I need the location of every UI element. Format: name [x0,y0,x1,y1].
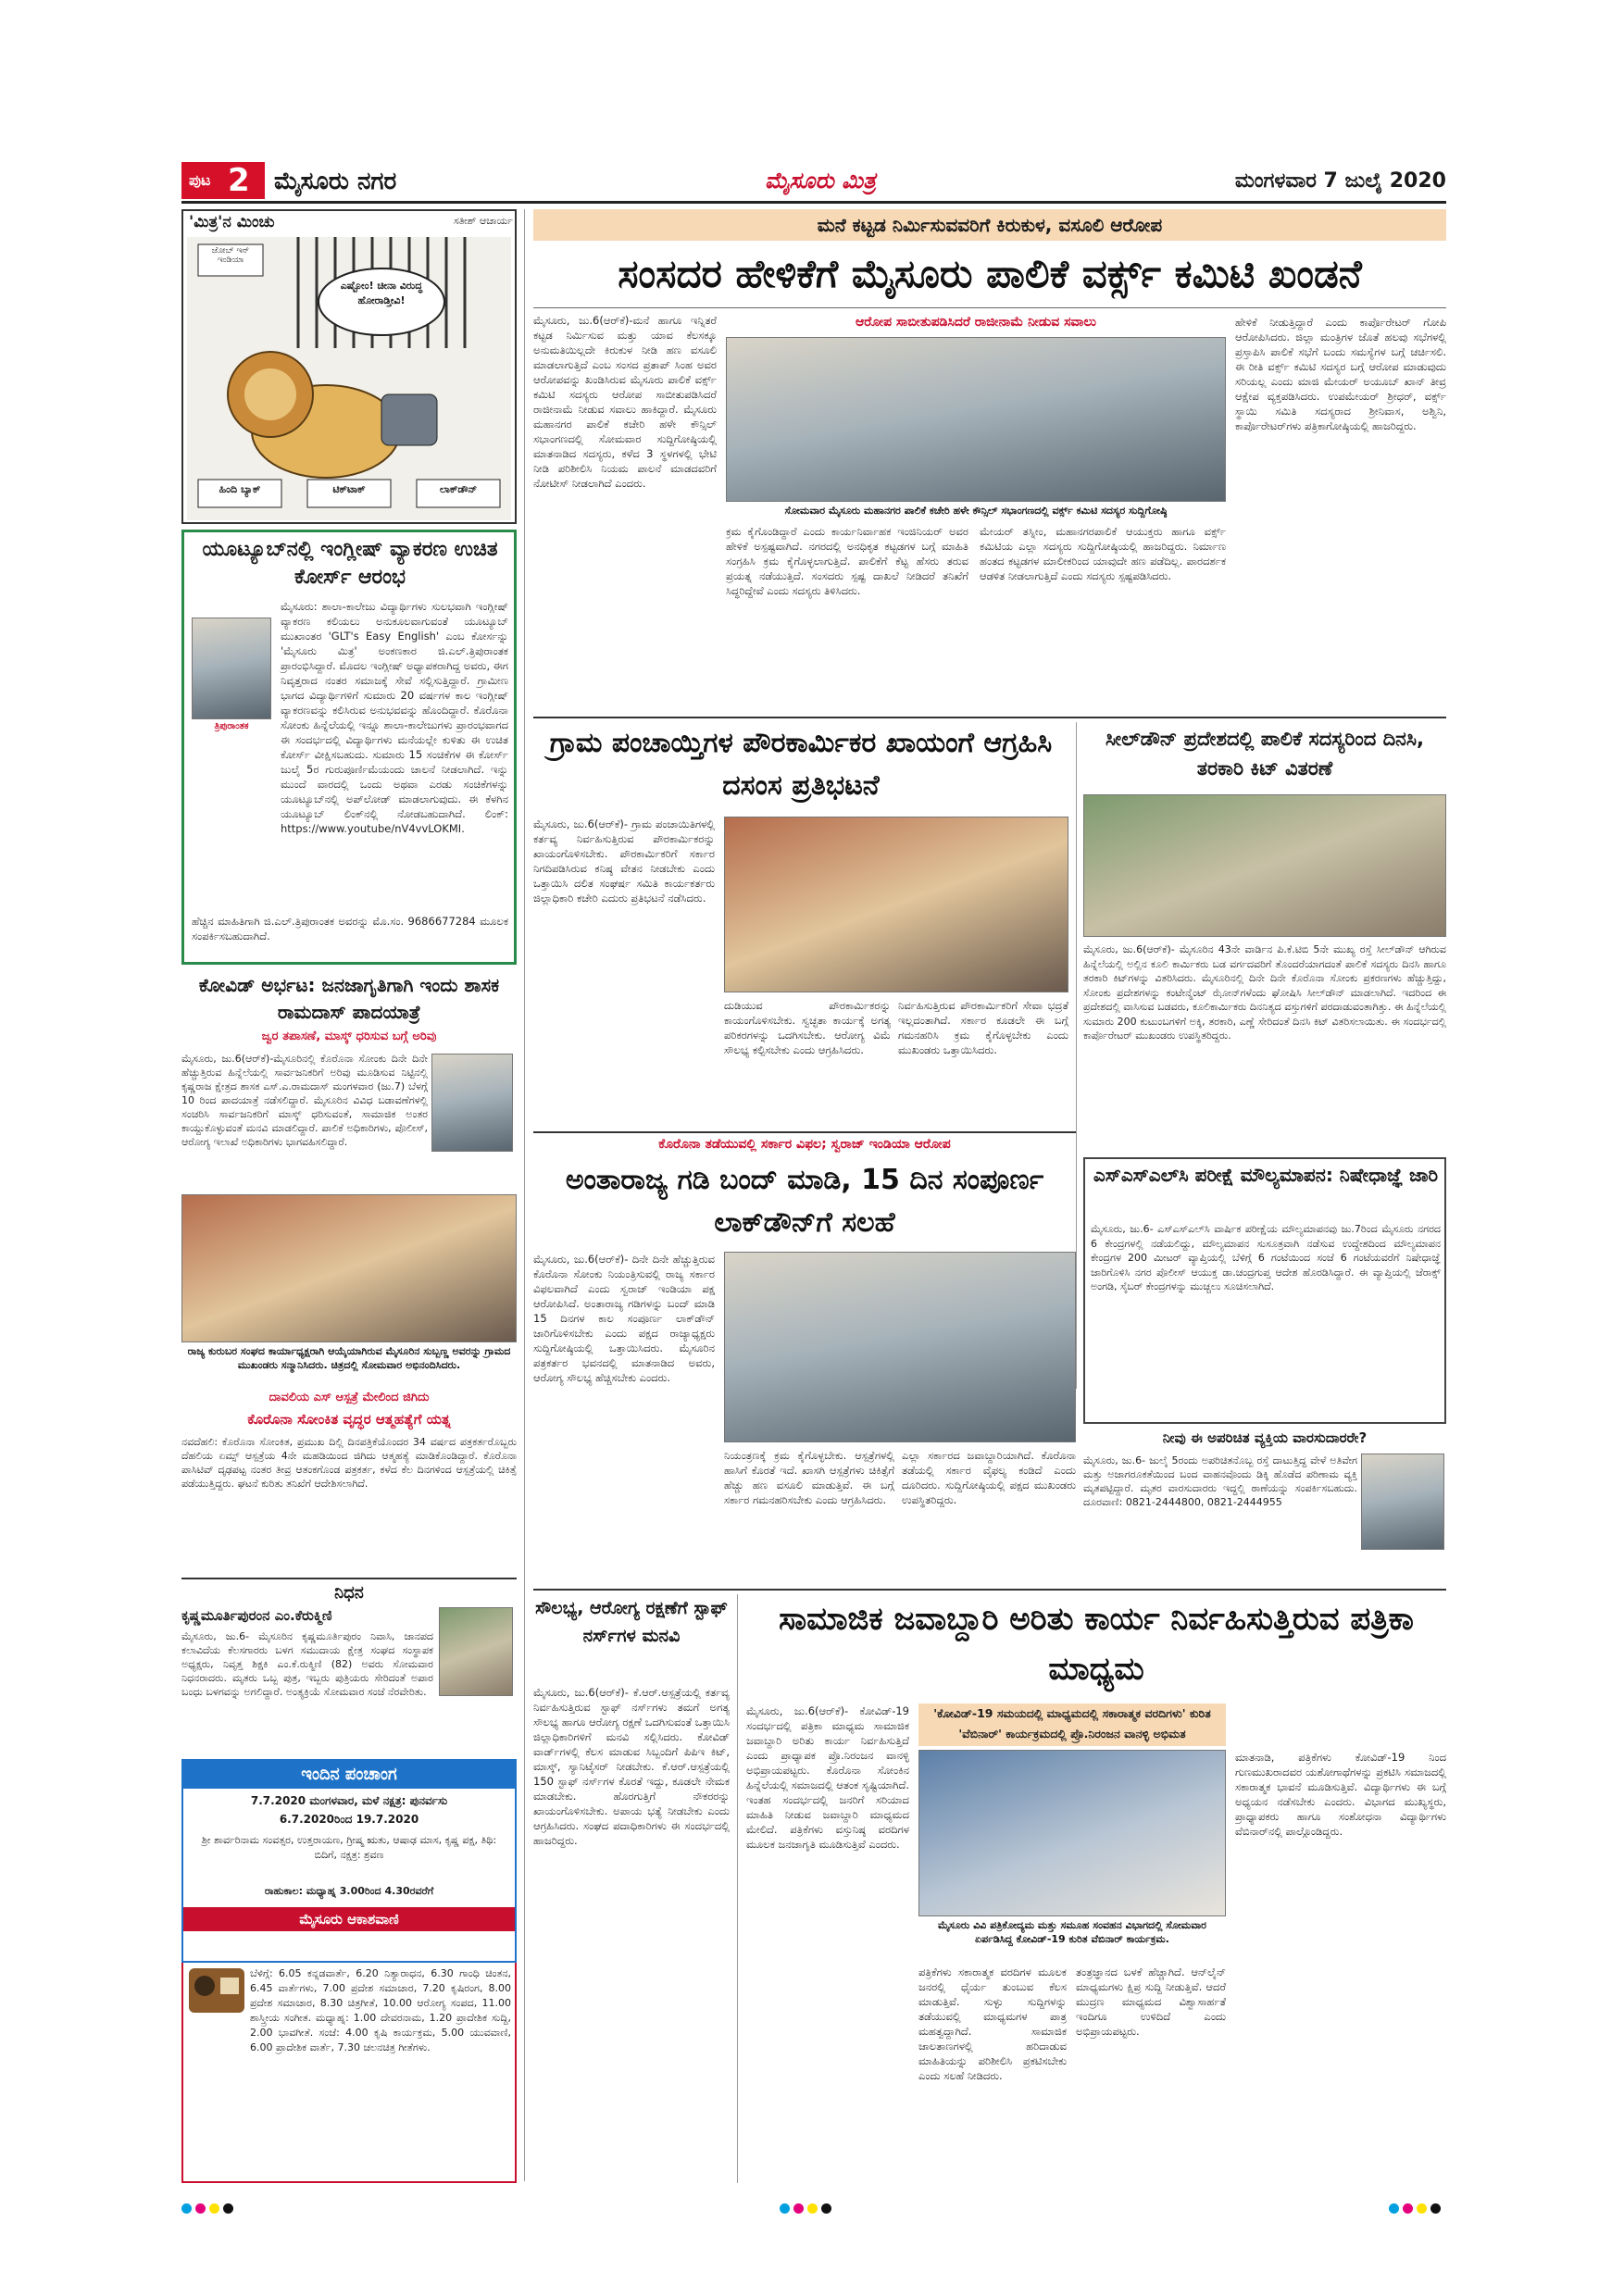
covid-awareness-headline: ಕೋವಿಡ್ ಅರ್ಭಟ: ಜನಜಾಗೃತಿಗಾಗಿ ಇಂದು ಶಾಸಕ ರಾಮದಾಸ್ ಪಾದಯಾತ್ರೆ [198,974,500,1023]
cartoon-speech-bubble: ಎಷ್ಟೋಂ! ಚೀನಾ ವಿರುದ್ಧ ಹೋರಾಡ್ತೀವಿ! [340,280,423,306]
pourakarmika-col1: ಮೈಸೂರು, ಜು.6(ಆರ್‌ಕೆ)- ಗ್ರಾಮ ಪಂಚಾಯಿತಿಗಳಲ್ಲಿ ಕರ್ತವ್ಯ ನಿರ್ವಹಿಸುತ್ತಿರುವ ಪೌರಕಾರ್ಮಿಕರನ್ನು ಖಾಯಂಗೊಳಿಸಬೇಕು. ಪೌರಕಾರ್ಮಿಕರಿಗೆ ಸರ್ಕಾರ ನಿಗದಿಪಡಿಸಿರುವ ಕನಿಷ್ಠ ವೇತನ ನೀಡಬೇಕು ಎಂದು ಒತ್ತಾಯಿಸಿ ದಲಿತ ಸಂಘರ್ಷ ಸಮಿತಿ ಕಾರ್ಯಕರ್ತರು ಜಿಲ್ಲಾಧಿಕಾರಿ ಕಚೇರಿ ಎದುರು ಪ್ರತಿಭಟನೆ ನಡೆಸಿದರು. [533,817,715,905]
media-caption: ಮೈಸೂರು ವಿವಿ ಪತ್ರಿಕೋದ್ಯಮ ಮತ್ತು ಸಮೂಹ ಸಂವಹನ ವಿಭಾಗದಲ್ಲಿ ಸೋಮವಾರ ಏರ್ಪಡಿಸಿದ್ದ ಕೋವಿಡ್-19 ಕುರಿತ ವೆಬಿನಾರ್ ಕಾರ್ಯಕ್ರಮ. [938,1919,1206,1945]
lockdown-kicker: ಕೊರೊನಾ ತಡೆಯುವಲ್ಲಿ ಸರ್ಕಾರ ವಿಫಲ; ಸ್ವರಾಜ್ ಇಂಡಿಯಾ ಆರೋಪ [658,1137,951,1152]
lockdown-col2: ನಿಯಂತ್ರಣಕ್ಕೆ ಕ್ರಮ ಕೈಗೊಳ್ಳಬೇಕು. ಆಸ್ಪತ್ರೆಗಳಲ್ಲಿ ಹಾಸಿಗೆ ಕೊರತೆ ಇದೆ. ಖಾಸಗಿ ಆಸ್ಪತ್ರೆಗಳು ಚಿಕಿತ್ಸೆಗೆ ಹೆಚ್ಚು ಹಣ ವಸೂಲಿ ಮಾಡುತ್ತಿವೆ. ಈ ಬಗ್ಗೆ ಸರ್ಕಾರ ಗಮನಹರಿಸಬೇಕು ಎಂದು ಆಗ್ರಹಿಸಿದರು. [724,1449,894,1506]
main-col3: ಮೇಯರ್ ತಸ್ನೀಂ, ಮಹಾನಗರಪಾಲಿಕೆ ಆಯುಕ್ತರು ಹಾಗೂ ವರ್ಕ್ಸ್ ಕಮಿಟಿಯ ಎಲ್ಲಾ ಸದಸ್ಯರು ಸುದ್ದಿಗೋಷ್ಠಿಯಲ್ಲಿ ಹಾಜರಿದ್ದರು. ನಿರ್ಮಾಣ ಹಂತದ ಕಟ್ಟಡಗಳ ಮಾಲೀಕರಿಂದ ಯಾವುದೇ ಹಣ ಪಡೆದಿಲ್ಲ. ಪಾರದರ್ಶಕ ಆಡಳಿತ ನೀಡಲಾಗುತ್ತಿದೆ ಎಂದು ಸದಸ್ಯರು ಸ್ಪಷ್ಟಪಡಿಸಿದರು. [980,525,1226,582]
sslc-box [1083,1157,1446,1424]
cartoon-artist: ಸತೀಶ್ ಆಚಾರ್ಯ [453,215,513,227]
bottom-section-rule [533,1589,1446,1591]
main-col4: ಹೇಳಿಕೆ ನೀಡುತ್ತಿದ್ದಾರೆ ಎಂದು ಕಾರ್ಪೊರೇಟರ್ ಗೋಪಿ ಆರೋಪಿಸಿದರು. ಜಿಲ್ಲಾ ಮಂತ್ರಿಗಳ ಜೊತೆ ಹಲವು ಸಭೆಗಳಲ್ಲಿ ಪ್ರಸ್ತಾಪಿಸಿ ಪಾಲಿಕೆ ಸಭೆಗೆ ಬಂದು ಸಮಸ್ಯೆಗಳ ಬಗ್ಗೆ ಚರ್ಚಿಸಲಿ. ಈ ರೀತಿ ವರ್ಕ್ಸ್ ಕಮಿಟಿ ಸದಸ್ಯರ ಬಗ್ಗೆ ಆರೋಪ ಮಾಡುವುದು ಸರಿಯಲ್ಲ ಎಂದು ಮಾಜಿ ಮೇಯರ್ ಅಯೂಬ್ ಖಾನ್ ತೀವ್ರ ಆಕ್ಷೇಪ ವ್ಯಕ್ತಪಡಿಸಿದರು. ಉಪಮೇಯರ್ ಶ್ರೀಧರ್, ವರ್ಕ್ಸ್ ಸ್ಥಾಯಿ ಸಮಿತಿ ಸದಸ್ಯರಾದ ಶ್ರೀನಿವಾಸ, ಅಶ್ವಿನಿ, ಕಾರ್ಪೊರೇಟರ್‌ಗಳು ಪತ್ರಿಕಾಗೋಷ್ಠಿಯಲ್ಲಿ ಹಾಜರಿದ್ದರು. [1235,316,1446,432]
covid-awareness-subhead: ಜ್ವರ ತಪಾಸಣೆ, ಮಾಸ್ಕ್ ಧರಿಸುವ ಬಗ್ಗೆ ಅರಿವು [261,1029,437,1043]
obituary-portrait [439,1607,513,1696]
media-col1: ಮೈಸೂರು, ಜು.6(ಆರ್‌ಕೆ)- ಕೋವಿಡ್-19 ಸಂದರ್ಭದಲ್ಲಿ ಪತ್ರಿಕಾ ಮಾಧ್ಯಮ ಸಾಮಾಜಿಕ ಜವಾಬ್ದಾರಿ ಅರಿತು ಕಾರ್ಯ ನಿರ್ವಹಿಸುತ್ತಿದೆ ಎಂದು ಪ್ರಾಧ್ಯಾಪಕ ಪ್ರೊ.ನಿರಂಜನ ವಾನಳ್ಳಿ ಅಭಿಪ್ರಾಯಪಟ್ಟರು. ಕೊರೊನಾ ಸೋಂಕಿನ ಹಿನ್ನೆಲೆಯಲ್ಲಿ ಸಮಾಜದಲ್ಲಿ ಆತಂಕ ಸೃಷ್ಟಿಯಾಗಿದೆ. ಇಂತಹ ಸಂದರ್ಭದಲ್ಲಿ ಜನರಿಗೆ ಸರಿಯಾದ ಮಾಹಿತಿ ನೀಡುವ ಜವಾಬ್ದಾರಿ ಮಾಧ್ಯಮದ ಮೇಲಿದೆ. ಪತ್ರಿಕೆಗಳು ವಸ್ತುನಿಷ್ಠ ವರದಿಗಳ ಮೂಲಕ ಜನಜಾಗೃತಿ ಮೂಡಿಸುತ್ತಿವೆ ಎಂದರು. [746,1704,909,1851]
cartoon-tag-2: ಟಿಕ್‌ಟಾಕ್ [332,483,366,495]
cartoon-tag-jobs: ಜೋಬ್ ಇನ್ ಇಂಡಿಯಾ [211,246,250,265]
section-name: ಮೈಸೂರು ನಗರ [274,168,397,195]
media-box-title: 'ಕೋವಿಡ್-19 ಸಮಯದಲ್ಲಿ ಮಾಧ್ಯಮದಲ್ಲಿ ಸಕಾರಾತ್ಮಕ ವರದಿಗಳು' ಕುರಿತ 'ವೆಬಿನಾರ್' ಕಾರ್ಯಕ್ರಮದಲ್ಲಿ ಪ್ರೊ.ನಿರಂಜನ ವಾನಳ್ಳಿ ಅಭಿಮತ [918,1703,1226,1746]
cartoon-tag-3: ಲಾಕ್‌ಡೌನ್ [439,483,478,495]
accident-story [181,1391,517,1572]
covid-awareness-story [181,972,517,1187]
obituary-box [181,1578,517,1755]
main-kicker: ಮನೆ ಕಟ್ಟಡ ನಿರ್ಮಿಸುವವರಿಗೆ ಕಿರುಕುಳ, ವಸೂಲಿ ಆರೋಪ [533,209,1446,241]
page-tag [181,162,265,199]
registration-marks-center [780,2200,854,2215]
lockdown-headline: ಅಂತಾರಾಜ್ಯ ಗಡಿ ಬಂದ್ ಮಾಡಿ, 15 ದಿನ ಸಂಪೂರ್ಣ ಲಾಕ್‌ಡೌನ್‌ಗೆ ಸಲಹೆ [565,1164,1044,1239]
main-caption: ಸೋಮವಾರ ಮೈಸೂರು ಮಹಾನಗರ ಪಾಲಿಕೆ ಕಚೇರಿ ಹಳೇ ಕೌನ್ಸಿಲ್ ಸಭಾಂಗಣದಲ್ಲಿ ವರ್ಕ್ಸ್ ಕಮಿಟಿ ಸದಸ್ಯರ ಸುದ್ದಿಗೋಷ್ಠಿ [784,505,1168,517]
main-headline: ಸಂಸದರ ಹೇಳಿಕೆಗೆ ಮೈಸೂರು ಪಾಲಿಕೆ ವರ್ಕ್ಸ್ ಕಮಿಟಿ ಖಂಡನೆ [618,251,1362,296]
issue-date: ಮಂಗಳವಾರ 7 ಜುಲೈ 2020 [1234,169,1446,193]
bottom-column-divider [737,1594,738,2183]
portrait-ramadas [431,1054,513,1152]
radio-box [181,1963,517,2183]
cartoon-title: 'ಮಿತ್ರ'ನ ಮಿಂಚು [189,213,275,231]
registration-marks-right [1389,2200,1463,2215]
lockdown-pressmeet-photo [724,1252,1076,1442]
youtube-body: ಮೈಸೂರು: ಶಾಲಾ-ಕಾಲೇಜು ವಿದ್ಯಾರ್ಥಿಗಳು ಸುಲಭವಾಗಿ ಇಂಗ್ಲೀಷ್ ವ್ಯಾಕರಣ ಕಲಿಯಲು ಅನುಕೂಲವಾಗುವಂತೆ ಯೂಟ್ಯೂಬ್ ಮುಖಾಂತರ 'GLT's Easy English' ಎಂಬ ಕೋರ್ಸನ್ನು 'ಮೈಸೂರು ಮಿತ್ರ' ಅಂಕಣಕಾರ ಜಿ.ಎಲ್.ತ್ರಿಪುರಾಂತಕ ಪ್ರಾರಂಭಿಸಿದ್ದಾರೆ. ಮೊದಲ ಇಂಗ್ಲೀಷ್ ಅಧ್ಯಾಪಕರಾಗಿದ್ದ ಅವರು, ಈಗ ನಿವೃತ್ತರಾದ ನಂತರ ಸಮಾಜಕ್ಕೆ ಸೇವೆ ಸಲ್ಲಿಸುತ್ತಿದ್ದಾರೆ. ಗ್ರಾಮೀಣ ಭಾಗದ ವಿದ್ಯಾರ್ಥಿಗಳಿಗೆ ಸುಮಾರು 20 ವರ್ಷಗಳ ಕಾಲ ಇಂಗ್ಲೀಷ್ ವ್ಯಾಕರಣವನ್ನು ಕಲಿಸಿರುವ ಅನುಭವವನ್ನು ಹೊಂದಿದ್ದಾರೆ. ಕೊರೊನಾ ಸೋಂಕು ಹಿನ್ನೆಲೆಯಲ್ಲಿ ಇನ್ನೂ ಶಾಲಾ-ಕಾಲೇಜುಗಳು ಪ್ರಾರಂಭವಾಗದ ಈ ಸಂದರ್ಭದಲ್ಲಿ ವಿದ್ಯಾರ್ಥಿಗಳು ಮನೆಯಲ್ಲೇ ಕುಳಿತು ಈ ಉಚಿತ ಕೋರ್ಸ್ ವೀಕ್ಷಿಸಬಹುದು. ಸುಮಾರು 15 ಸಂಚಿಕೆಗಳ ಈ ಕೋರ್ಸ್ ಜುಲೈ 5ರ ಗುರುಪೂರ್ಣಿಮೆಯಂದು ಚಾಲನೆ ನೀಡಲಾಗಿದೆ. ಇನ್ನು ಮುಂದೆ ವಾರದಲ್ಲಿ ಒಂದು ಅಥವಾ ಎರಡು ಸಂಚಿಕೆಗಳನ್ನು ಯೂಟ್ಯೂಬ್‌ನಲ್ಲಿ ಅಪ್‌ಲೋಡ್ ಮಾಡಲಾಗುವುದು. ಈ ಕೆಳಗಿನ ಯೂಟ್ಯೂಬ್ ಲಿಂಕ್‌ನಲ್ಲಿ ನೋಡಬಹುದಾಗಿದೆ. ಲಿಂಕ್: https://www.youtube/nV4vvLOKMI. [281,600,508,835]
covid-awareness-body: ಮೈಸೂರು, ಜು.6(ಆರ್‌ಕೆ)-ಮೈಸೂರಿನಲ್ಲಿ ಕೊರೊನಾ ಸೋಂಕು ದಿನೇ ದಿನೇ ಹೆಚ್ಚುತ್ತಿರುವ ಹಿನ್ನೆಲೆಯಲ್ಲಿ ಸಾರ್ವಜನಿಕರಿಗೆ ಅರಿವು ಮೂಡಿಸುವ ನಿಟ್ಟಿನಲ್ಲಿ ಕೃಷ್ಣರಾಜ ಕ್ಷೇತ್ರದ ಶಾಸಕ ಎಸ್.ಎ.ರಾಮದಾಸ್ ಮಂಗಳವಾರ (ಜು.7) ಬೆಳಗ್ಗೆ 10 ರಿಂದ ಪಾದಯಾತ್ರೆ ನಡೆಸಲಿದ್ದಾರೆ. ಮೈಸೂರಿನ ವಿವಿಧ ಬಡಾವಣೆಗಳಲ್ಲಿ ಸಂಚರಿಸಿ ಸಾರ್ವಜನಿಕರಿಗೆ ಮಾಸ್ಕ್ ಧರಿಸುವಂತೆ, ಸಾಮಾಜಿಕ ಅಂತರ ಕಾಯ್ದುಕೊಳ್ಳುವಂತೆ ಮನವಿ ಮಾಡಲಿದ್ದಾರೆ. ಪಾಲಿಕೆ ಅಧಿಕಾರಿಗಳು, ಪೊಲೀಸ್, ಆರೋಗ್ಯ ಇಲಾಖೆ ಅಧಿಕಾರಿಗಳು ಭಾಗವಹಿಸಲಿದ್ದಾರೆ. [181,1053,428,1148]
sealdown-photo [1083,794,1446,937]
panchanga-box [181,1759,517,1963]
panchanga-line1: 7.7.2020 ಮಂಗಳವಾರ, ಮಳೆ ನಕ್ಷತ್ರ: ಪುನರ್ವಸು [250,1794,448,1807]
cartoon-tag-1: ಹಿಂದಿ ಬ್ಯಾಕ್ [219,483,261,495]
youtube-course-story [181,530,517,965]
nurses-story [533,1594,730,2183]
youtube-headline: ಯೂಟ್ಯೂಬ್‌ನಲ್ಲಿ ಇಂಗ್ಲೀಷ್ ವ್ಯಾಕರಣ ಉಚಿತ ಕೋರ್ಸ್ ಆರಂಭ [202,538,498,589]
nurses-body: ಮೈಸೂರು, ಜು.6(ಆರ್‌ಕೆ)- ಕೆ.ಆರ್.ಆಸ್ಪತ್ರೆಯಲ್ಲಿ ಕರ್ತವ್ಯ ನಿರ್ವಹಿಸುತ್ತಿರುವ ಸ್ಟಾಫ್ ನರ್ಸ್‌ಗಳು ತಮಗೆ ಅಗತ್ಯ ಸೌಲಭ್ಯ ಹಾಗೂ ಆರೋಗ್ಯ ರಕ್ಷಣೆ ಒದಗಿಸುವಂತೆ ಒತ್ತಾಯಿಸಿ ಜಿಲ್ಲಾಧಿಕಾರಿಗಳಿಗೆ ಮನವಿ ಸಲ್ಲಿಸಿದರು. ಕೋವಿಡ್ ವಾರ್ಡ್‌ಗಳಲ್ಲಿ ಕೆಲಸ ಮಾಡುವ ಸಿಬ್ಬಂದಿಗೆ ಪಿಪಿಇ ಕಿಟ್, ಮಾಸ್ಕ್, ಸ್ಯಾನಿಟೈಸರ್ ನೀಡಬೇಕು. ಕೆ.ಆರ್.ಆಸ್ಪತ್ರೆಯಲ್ಲಿ 150 ಸ್ಟಾಫ್ ನರ್ಸ್‌ಗಳ ಕೊರತೆ ಇದ್ದು, ಕೂಡಲೇ ನೇಮಕ ಮಾಡಬೇಕು. ಹೊರಗುತ್ತಿಗೆ ನೌಕರರನ್ನು ಖಾಯಂಗೊಳಿಸಬೇಕು. ಅಪಾಯ ಭತ್ಯೆ ನೀಡಬೇಕು ಎಂದು ಆಗ್ರಹಿಸಿದರು. ಸಂಘದ ಪದಾಧಿಕಾರಿಗಳು ಈ ಸಂದರ್ಭದಲ್ಲಿ ಹಾಜರಿದ್ದರು. [533,1686,730,1847]
media-col3: ಮಾತನಾಡಿ, ಪತ್ರಿಕೆಗಳು ಕೋವಿಡ್-19 ನಿಂದ ಗುಣಮುಖರಾದವರ ಯಶೋಗಾಥೆಗಳನ್ನು ಪ್ರಕಟಿಸಿ ಸಮಾಜದಲ್ಲಿ ಸಕಾರಾತ್ಮಕ ಭಾವನೆ ಮೂಡಿಸುತ್ತಿವೆ. ವಿದ್ಯಾರ್ಥಿಗಳು ಈ ಬಗ್ಗೆ ಅಧ್ಯಯನ ನಡೆಸಬೇಕು ಎಂದರು. ವಿಭಾಗದ ಮುಖ್ಯಸ್ಥರು, ಪ್ರಾಧ್ಯಾಪಕರು ಹಾಗೂ ಸಂಶೋಧನಾ ವಿದ್ಯಾರ್ಥಿಗಳು ವೆಬಿನಾರ್‌ನಲ್ಲಿ ಪಾಲ್ಗೊಂಡಿದ್ದರು. [1235,1751,1446,1838]
sealdown-body: ಮೈಸೂರು, ಜು.6(ಆರ್‌ಕೆ)- ಮೈಸೂರಿನ 43ನೇ ವಾರ್ಡಿನ ಪಿ.ಕೆ.ಟಿಬಿ 5ನೇ ಮುಖ್ಯ ರಸ್ತೆ ಸೀಲ್‌ಡೌನ್ ಆಗಿರುವ ಹಿನ್ನೆಲೆಯಲ್ಲಿ ಅಲ್ಲಿನ ಕೂಲಿ ಕಾರ್ಮಿಕರು ಬಡ ವರ್ಗದವರಿಗೆ ತೊಂದರೆಯಾಗದಂತೆ ಪಾಲಿಕೆ ಸದಸ್ಯರು ದಿನಸಿ ಹಾಗೂ ತರಕಾರಿ ಕಿಟ್‌ಗಳನ್ನು ವಿತರಿಸಿದರು. ಮೈಸೂರಿನಲ್ಲಿ ದಿನೇ ದಿನೇ ಕೊರೊನಾ ಸೋಂಕು ಪ್ರಕರಣಗಳು ಹೆಚ್ಚುತ್ತಿದ್ದು, ಸೋಂಕು ಪ್ರದೇಶಗಳನ್ನು ಕಂಟೇನ್ಮೆಂಟ್ ಝೋನ್‌ಗಳೆಂದು ಘೋಷಿಸಿ ಸೀಲ್‌ಡೌನ್ ಮಾಡಲಾಗಿದೆ. ಇದರಿಂದ ಈ ಪ್ರದೇಶದಲ್ಲಿ ವಾಸಿಸುವ ಬಡವರು, ಕೂಲಿಕಾರ್ಮಿಕರು ದಿನನಿತ್ಯದ ವಸ್ತುಗಳಿಗೆ ಪರದಾಡುವಂತಾಗಿತ್ತು. ಈ ಹಿನ್ನೆಲೆಯಲ್ಲಿ ಸುಮಾರು 200 ಕುಟುಂಬಗಳಿಗೆ ಅಕ್ಕಿ, ತರಕಾರಿ, ಎಣ್ಣೆ ಸೇರಿದಂತೆ ದಿನಸಿ ಕಿಟ್ ವಿತರಿಸಲಾಯಿತು. ಈ ಸಂದರ್ಭದಲ್ಲಿ ಕಾರ್ಪೊರೇಟರ್ ಮುಖಂಡರು ಉಪಸ್ಥಿತರಿದ್ದರು. [1083,943,1446,1042]
page-number: 2 [228,162,250,199]
pourakarmika-protest-photo [724,817,1068,992]
registration-marks-left [181,2200,256,2215]
mid-column-divider [1076,722,1077,1389]
notice-story [1083,1429,1446,1587]
media-col4: ತಂತ್ರಜ್ಞಾನದ ಬಳಕೆ ಹೆಚ್ಚಾಗಿದೆ. ಆನ್‌ಲೈನ್ ಮಾಧ್ಯಮಗಳು ಕ್ಷಿಪ್ರ ಸುದ್ದಿ ನೀಡುತ್ತಿವೆ. ಆದರೆ ಮುದ್ರಣ ಮಾಧ್ಯಮದ ವಿಶ್ವಾಸಾರ್ಹತೆ ಇಂದಿಗೂ ಉಳಿದಿದೆ ಎಂದು ಅಭಿಪ್ರಾಯಪಟ್ಟರು. [1076,1965,1226,2038]
pourakarmika-col2: ದುಡಿಯುವ ಪೌರಕಾರ್ಮಿಕರನ್ನು ಕಾಯಂಗೊಳಿಸಬೇಕು. ಸ್ವಚ್ಛತಾ ಕಾರ್ಯಕ್ಕೆ ಅಗತ್ಯ ಪರಿಕರಗಳನ್ನು ಒದಗಿಸಬೇಕು. ಆರೋಗ್ಯ ವಿಮೆ ಸೌಲಭ್ಯ ಕಲ್ಪಿಸಬೇಕು ಎಂದು ಆಗ್ರಹಿಸಿದರು. [724,999,891,1056]
radio-body: ಬೆಳಿಗ್ಗೆ: 6.05 ಕನ್ನಡವಾರ್ತೆ, 6.20 ನಿತ್ಯಾರಾಧನ, 6.30 ಗಾಂಧಿ ಚಿಂತನ, 6.45 ವಾರ್ತೆಗಳು, 7.00 ಪ್ರದೇಶ ಸಮಾಚಾರ, 7.20 ಕೃಷಿರಂಗ, 8.00 ಪ್ರದೇಶ ಸಮಾಚಾರ, 8.30 ಚಿತ್ರಗೀತೆ, 10.00 ಆರೋಗ್ಯ ಸಂಪದ, 11.00 ಶಾಸ್ತ್ರೀಯ ಸಂಗೀತ. ಮಧ್ಯಾಹ್ನ: 1.00 ದೇವರನಾಮ, 1.20 ಪ್ರಾದೇಶಿಕ ಸುದ್ದಿ, 2.00 ಭಾವಗೀತೆ. ಸಂಜೆ: 4.00 ಕೃಷಿ ಕಾರ್ಯಕ್ರಮ, 5.00 ಯುವವಾಣಿ, 6.00 ಪ್ರಾದೇಶಿಕ ವಾರ್ತೆ, 7.30 ಚಲನಚಿತ್ರ ಗೀತೆಗಳು. [250,1967,511,2053]
panchanga-line2: 6.7.2020ರಿಂದ 19.7.2020 [279,1813,419,1826]
main-headline-rule [533,307,1446,308]
cartoon-drawing [187,237,511,520]
accident-kicker: ದಾವಲಿಯ ಎಸ್ ಆಸ್ಪತ್ರೆ ಮೇಲಿಂದ ಜಿಗಿದು [269,1391,430,1404]
main-photo-meeting [726,337,1226,502]
obituary-body: ಮೈಸೂರು, ಜು.6- ಮೈಸೂರಿನ ಕೃಷ್ಣಮೂರ್ತಿಪುರಂ ನಿವಾಸಿ, ಜಾನಪದ ಕಲಾವಿದೆಯ ಕೆಲಸಗಾರರು ಬಳಗ ಸಮುದಾಯ ಕ್ಷೇತ್ರ ಸಂಘದ ಸಂಸ್ಥಾಪಕ ಅಧ್ಯಕ್ಷರು, ನಿವೃತ್ತ ಶಿಕ್ಷಕಿ ಎಂ.ಕೆ.ರುಕ್ಮಿಣಿ (82) ಅವರು ಸೋಮವಾರ ನಿಧನರಾದರು. ಮೃತರು ಒಬ್ಬ ಪುತ್ರ, ಇಬ್ಬರು ಪುತ್ರಿಯರು ಸೇರಿದಂತೆ ಅಪಾರ ಬಂಧು ಬಳಗವನ್ನು ಅಗಲಿದ್ದಾರೆ. ಅಂತ್ಯಕ್ರಿಯೆ ಸೋಮವಾರ ಸಂಜೆ ನೆರವೇರಿತು. [181,1630,433,1698]
sealdown-headline: ಸೀಲ್‌ಡೌನ್ ಪ್ರದೇಶದಲ್ಲಿ ಪಾಲಿಕೆ ಸದಸ್ಯರಿಂದ ದಿನಸಿ, ತರಕಾರಿ ಕಿಟ್ ವಿತರಣೆ [1106,728,1424,780]
panchanga-title: ಇಂದಿನ ಪಂಚಾಂಗ [183,1761,515,1789]
felicitation-caption: ರಾಜ್ಯ ಕುರುಬರ ಸಂಘದ ಕಾರ್ಯಾಧ್ಯಕ್ಷರಾಗಿ ಆಯ್ಕೆಯಾಗಿರುವ ಮೈಸೂರಿನ ಸುಬ್ಬಣ್ಣ ಅವರನ್ನು ಗ್ರಾಮದ ಮುಖಂಡರು ಸನ್ಮಾನಿಸಿದರು. ಚಿತ್ರದಲ್ಲಿ ಸೋಮವಾರ ಅಭಿನಂದಿಸಿದರು. [187,1345,511,1371]
main-bottom-rule [533,717,1446,718]
sslc-body: ಮೈಸೂರು, ಜು.6- ಎಸ್‌ಎಸ್‌ಎಲ್‌ಸಿ ವಾರ್ಷಿಕ ಪರೀಕ್ಷೆಯ ಮೌಲ್ಯಮಾಪನವು ಜು.7ರಿಂದ ಮೈಸೂರು ನಗರದ 6 ಕೇಂದ್ರಗಳಲ್ಲಿ ನಡೆಯಲಿದ್ದು, ಮೌಲ್ಯಮಾಪನ ಸುಸೂತ್ರವಾಗಿ ನಡೆಸುವ ಉದ್ದೇಶದಿಂದ ಮೌಲ್ಯಮಾಪನ ಕೇಂದ್ರಗಳ 200 ಮೀಟರ್ ವ್ಯಾಪ್ತಿಯಲ್ಲಿ ಬೆಳಿಗ್ಗೆ 6 ಗಂಟೆಯಿಂದ ಸಂಜೆ 6 ಗಂಟೆಯವರೆಗೆ ನಿಷೇಧಾಜ್ಞೆ ಜಾರಿಗೊಳಿಸಿ ನಗರ ಪೊಲೀಸ್ ಆಯುಕ್ತ ಡಾ.ಚಂದ್ರಗುಪ್ತ ಆದೇಶ ಹೊರಡಿಸಿದ್ದಾರೆ. ಈ ವ್ಯಾಪ್ತಿಯಲ್ಲಿ ಜೆರಾಕ್ಸ್ ಅಂಗಡಿ, ಸೈಬರ್ ಕೇಂದ್ರಗಳನ್ನು ಮುಚ್ಚಲು ಸೂಚಿಸಲಾಗಿದೆ. [1091,1223,1441,1292]
media-headline: ಸಾಮಾಜಿಕ ಜವಾಬ್ದಾರಿ ಅರಿತು ಕಾರ್ಯ ನಿರ್ವಹಿಸುತ್ತಿರುವ ಪತ್ರಿಕಾ ಮಾಧ್ಯಮ [779,1601,1414,1688]
accident-body: ನವದೆಹಲಿ: ಕೊರೊನಾ ಸೋಂಕಿತ, ಪ್ರಮುಖ ದಿಲ್ಲಿ ದಿನಪತ್ರಿಕೆಯೊಂದರ 34 ವರ್ಷದ ಪತ್ರಕರ್ತರೊಬ್ಬರು ದೆಹಲಿಯ ಏಮ್ಸ್ ಆಸ್ಪತ್ರೆಯ 4ನೇ ಮಹಡಿಯಿಂದ ಜಿಗಿದು ಆತ್ಮಹತ್ಯೆ ಮಾಡಿಕೊಂಡಿದ್ದಾರೆ. ಕೊರೊನಾ ಪಾಸಿಟಿವ್ ದೃಢಪಟ್ಟ ನಂತರ ತೀವ್ರ ಆತಂಕಗೊಂಡ ಪತ್ರಕರ್ತ, ಕಳೆದ ಕೆಲ ದಿನಗಳಿಂದ ಆಸ್ಪತ್ರೆಯಲ್ಲಿ ಚಿಕಿತ್ಸೆ ಪಡೆಯುತ್ತಿದ್ದರು. ಘಟನೆ ಕುರಿತು ತನಿಖೆಗೆ ಆದೇಶಿಸಲಾಗಿದೆ. [181,1436,517,1490]
page-header [181,162,1446,201]
cartoon-box [181,209,517,524]
portrait-label: ತ್ರಿಪುರಾಂತಕ [214,721,249,731]
masthead-logo: ಮೈಸೂರು ಮಿತ್ರ [765,168,876,193]
notice-headline: ನೀವು ಈ ಅಪರಿಚಿತ ವ್ಯಕ್ತಿಯ ವಾರಸುದಾರರೇ? [1162,1429,1368,1446]
pourakarmika-col3: ನಿರ್ವಹಿಸುತ್ತಿರುವ ಪೌರಕಾರ್ಮಿಕರಿಗೆ ಸೇವಾ ಭದ್ರತೆ ಇಲ್ಲದಂತಾಗಿದೆ. ಸರ್ಕಾರ ಕೂಡಲೇ ಈ ಬಗ್ಗೆ ಗಮನಹರಿಸಿ ಕ್ರಮ ಕೈಗೊಳ್ಳಬೇಕು ಎಂದು ಮುಖಂಡರು ಒತ್ತಾಯಿಸಿದರು. [898,999,1068,1056]
accident-headline: ಕೊರೊನಾ ಸೋಂಕಿತ ವೃದ್ಧರ ಆತ್ಮಹತ್ಯೆಗೆ ಯತ್ನ [247,1411,451,1428]
media-col2: ಪತ್ರಿಕೆಗಳು ಸಕಾರಾತ್ಮಕ ವರದಿಗಳ ಮೂಲಕ ಜನರಲ್ಲಿ ಧೈರ್ಯ ತುಂಬುವ ಕೆಲಸ ಮಾಡುತ್ತಿವೆ. ಸುಳ್ಳು ಸುದ್ದಿಗಳನ್ನು ತಡೆಯುವಲ್ಲಿ ಮಾಧ್ಯಮಗಳ ಪಾತ್ರ ಮಹತ್ವದ್ದಾಗಿದೆ. ಸಾಮಾಜಿಕ ಜಾಲತಾಣಗಳಲ್ಲಿ ಹರಿದಾಡುವ ಮಾಹಿತಿಯನ್ನು ಪರಿಶೀಲಿಸಿ ಪ್ರಕಟಿಸಬೇಕು ಎಂದು ಸಲಹೆ ನೀಡಿದರು. [918,1965,1067,2082]
lockdown-col3: ಎಲ್ಲಾ ಸರ್ಕಾರದ ಜವಾಬ್ದಾರಿಯಾಗಿದೆ. ಕೊರೊನಾ ತಡೆಯಲ್ಲಿ ಸರ್ಕಾರ ವೈಫಲ್ಯ ಕಂಡಿದೆ ಎಂದು ದೂರಿದರು. ಸುದ್ದಿಗೋಷ್ಠಿಯಲ್ಲಿ ಪಕ್ಷದ ಮುಖಂಡರು ಉಪಸ್ಥಿತರಿದ್ದರು. [902,1449,1076,1506]
page-label: ಪುಟ [189,171,211,189]
radio-title: ಮೈಸೂರು ಆಕಾಶವಾಣಿ [183,1907,515,1931]
lockdown-top-rule [533,1131,1076,1133]
nurses-headline: ಸೌಲಭ್ಯ, ಆರೋಗ್ಯ ರಕ್ಷಣೆಗೆ ಸ್ಟಾಫ್ ನರ್ಸ್‌ಗಳ ಮನವಿ [535,1598,728,1646]
sslc-headline: ಎಸ್‌ಎಸ್‌ಎಲ್‌ಸಿ ಪರೀಕ್ಷೆ ಮೌಲ್ಯಮಾಪನ: ನಿಷೇಧಾಜ್ಞೆ ಜಾರಿ [1093,1164,1439,1186]
panchanga-rahu: ರಾಹುಕಾಲ: ಮಧ್ಯಾಹ್ನ 3.00ರಿಂದ 4.30ರವರೆಗೆ [264,1885,434,1897]
main-subhead: ಆರೋಪ ಸಾಬೀತುಪಡಿಸಿದರೆ ರಾಜೀನಾಮೆ ನೀಡುವ ಸವಾಲು [855,315,1096,330]
main-col2: ಕ್ರಮ ಕೈಗೊಂಡಿದ್ದಾರೆ ಎಂದು ಕಾರ್ಯನಿರ್ವಾಹಕ ಇಂಜಿನಿಯರ್ ಅವರ ಹೇಳಿಕೆ ಅಸ್ಪಷ್ಟವಾಗಿದೆ. ನಗರದಲ್ಲಿ ಅನಧಿಕೃತ ಕಟ್ಟಡಗಳ ಬಗ್ಗೆ ಮಾಹಿತಿ ಸಂಗ್ರಹಿಸಿ ಕ್ರಮ ಕೈಗೊಳ್ಳಲಾಗುತ್ತಿದೆ. ಪಾಲಿಕೆಗೆ ಕೆಟ್ಟ ಹೆಸರು ತರುವ ಪ್ರಯತ್ನ ನಡೆಯುತ್ತಿದೆ. ಸಂಸದರು ಸ್ಪಷ್ಟ ದಾಖಲೆ ನೀಡಿದರೆ ತನಿಖೆಗೆ ಸಿದ್ಧರಿದ್ದೇವೆ ಎಂದು ಸದಸ್ಯರು ತಿಳಿಸಿದರು. [726,525,968,597]
youtube-contact: ಹೆಚ್ಚಿನ ಮಾಹಿತಿಗಾಗಿ ಜಿ.ಎಲ್.ತ್ರಿಪುರಾಂತಕ ಅವರನ್ನು ಮೊ.ಸಂ. 9686677284 ಮೂಲಕ ಸಂಪರ್ಕಿಸಬಹುದಾಗಿದೆ. [192,915,508,942]
lockdown-col1: ಮೈಸೂರು, ಜು.6(ಆರ್‌ಕೆ)- ದಿನೇ ದಿನೇ ಹೆಚ್ಚುತ್ತಿರುವ ಕೊರೊನಾ ಸೋಂಕು ನಿಯಂತ್ರಿಸುವಲ್ಲಿ ರಾಜ್ಯ ಸರ್ಕಾರ ವಿಫಲವಾಗಿದೆ ಎಂದು ಸ್ವರಾಜ್ ಇಂಡಿಯಾ ಪಕ್ಷ ಆರೋಪಿಸಿದೆ. ಅಂತಾರಾಜ್ಯ ಗಡಿಗಳನ್ನು ಬಂದ್ ಮಾಡಿ 15 ದಿನಗಳ ಕಾಲ ಸಂಪೂರ್ಣ ಲಾಕ್‌ಡೌನ್ ಜಾರಿಗೊಳಿಸಬೇಕು ಎಂದು ಪಕ್ಷದ ರಾಜ್ಯಾಧ್ಯಕ್ಷರು ಸುದ್ದಿಗೋಷ್ಠಿಯಲ್ಲಿ ಒತ್ತಾಯಿಸಿದರು. ಮೈಸೂರಿನ ಪತ್ರಕರ್ತರ ಭವನದಲ್ಲಿ ಮಾತನಾಡಿದ ಅವರು, ಆರೋಗ್ಯ ಸೌಲಭ್ಯ ಹೆಚ್ಚಿಸಬೇಕು ಎಂದರು. [533,1253,715,1384]
notice-body: ಮೈಸೂರು, ಜು.6- ಜುಲೈ 5ರಂದು ಅಪರಿಚಿತನೊಬ್ಬ ರಸ್ತೆ ದಾಟುತ್ತಿದ್ದ ವೇಳೆ ಅತಿವೇಗ ಮತ್ತು ಅಜಾಗರೂಕತೆಯಿಂದ ಬಂದ ವಾಹನವೊಂದು ಡಿಕ್ಕಿ ಹೊಡೆದ ಪರಿಣಾಮ ವ್ಯಕ್ತಿ ಮೃತಪಟ್ಟಿದ್ದಾರೆ. ಮೃತರ ವಾರಸುದಾರರು ಇದ್ದಲ್ಲಿ ಠಾಣೆಯನ್ನು ಸಂಪರ್ಕಿಸಬಹುದು. ದೂರವಾಣಿ: 0821-2444800, 0821-2444955 [1083,1454,1357,1508]
obituary-section: ನಿಧನ [334,1583,364,1603]
media-webinar-photo [918,1750,1226,1916]
pourakarmika-headline: ಗ್ರಾಮ ಪಂಚಾಯ್ತಿಗಳ ಪೌರಕಾರ್ಮಿಕರ ಖಾಯಂಗೆ ಆಗ್ರಹಿಸಿ ದಸಂಸ ಪ್ರತಿಭಟನೆ [549,727,1053,802]
obituary-name: ಕೃಷ್ಣಮೂರ್ತಿಪುರಂನ ಎಂ.ಕೆರುಕ್ಮಿಣಿ [181,1607,332,1624]
felicitation-photo [181,1194,517,1342]
notice-unidentified-photo [1361,1454,1444,1550]
header-rule [181,201,1446,204]
main-col1: ಮೈಸೂರು, ಜು.6(ಆರ್‌ಕೆ)-ಮನೆ ಹಾಗೂ ಇನ್ನಿತರೆ ಕಟ್ಟಡ ನಿರ್ಮಿಸುವ ಮತ್ತು ಯಾವ ಕೆಲಸಕ್ಕೂ ಅನುಮತಿಯಿಲ್ಲದೇ ಕಿರುಕುಳ ನೀಡಿ ಹಣ ವಸೂಲಿ ಮಾಡಲಾಗುತ್ತಿದೆ ಎಂಬ ಸಂಸದ ಪ್ರತಾಪ್ ಸಿಂಹ ಅವರ ಆರೋಪವನ್ನು ಖಂಡಿಸಿರುವ ಮೈಸೂರು ಪಾಲಿಕೆ ವರ್ಕ್ಸ್ ಕಮಿಟಿ ಸದಸ್ಯರು ಆರೋಪ ಸಾಬೀತುಪಡಿಸಿದರೆ ರಾಜೀನಾಮೆ ನೀಡುವ ಸವಾಲು ಹಾಕಿದ್ದಾರೆ. ಮೈಸೂರು ಮಹಾನಗರ ಪಾಲಿಕೆ ಕಚೇರಿ ಹಳೇ ಕೌನ್ಸಿಲ್ ಸಭಾಂಗಣದಲ್ಲಿ ಸೋಮವಾರ ಸುದ್ದಿಗೋಷ್ಠಿಯಲ್ಲಿ ಮಾತನಾಡಿದ ಸದಸ್ಯರು, ಕಳೆದ 3 ಸ್ಥಳಗಳಲ್ಲಿ ಭೇಟಿ ನೀಡಿ ಪರಿಶೀಲಿಸಿ ನಿಯಮ ಪಾಲನೆ ಮಾಡದವರಿಗೆ ನೋಟೀಸ್ ನೀಡಲಾಗಿದೆ ಎಂದರು. [533,314,717,490]
left-column-divider [524,209,525,2181]
panchanga-body: ಶ್ರೀ ಶಾರ್ವರಿನಾಮ ಸಂವತ್ಸರ, ಉತ್ತರಾಯಣ, ಗ್ರೀಷ್ಮ ಋತು, ಆಷಾಢ ಮಾಸ, ಕೃಷ್ಣ ಪಕ್ಷ, ತಿಥಿ: ಬಿದಿಗೆ, ನಕ್ಷತ್ರ: ಶ್ರವಣ [201,1834,497,1861]
